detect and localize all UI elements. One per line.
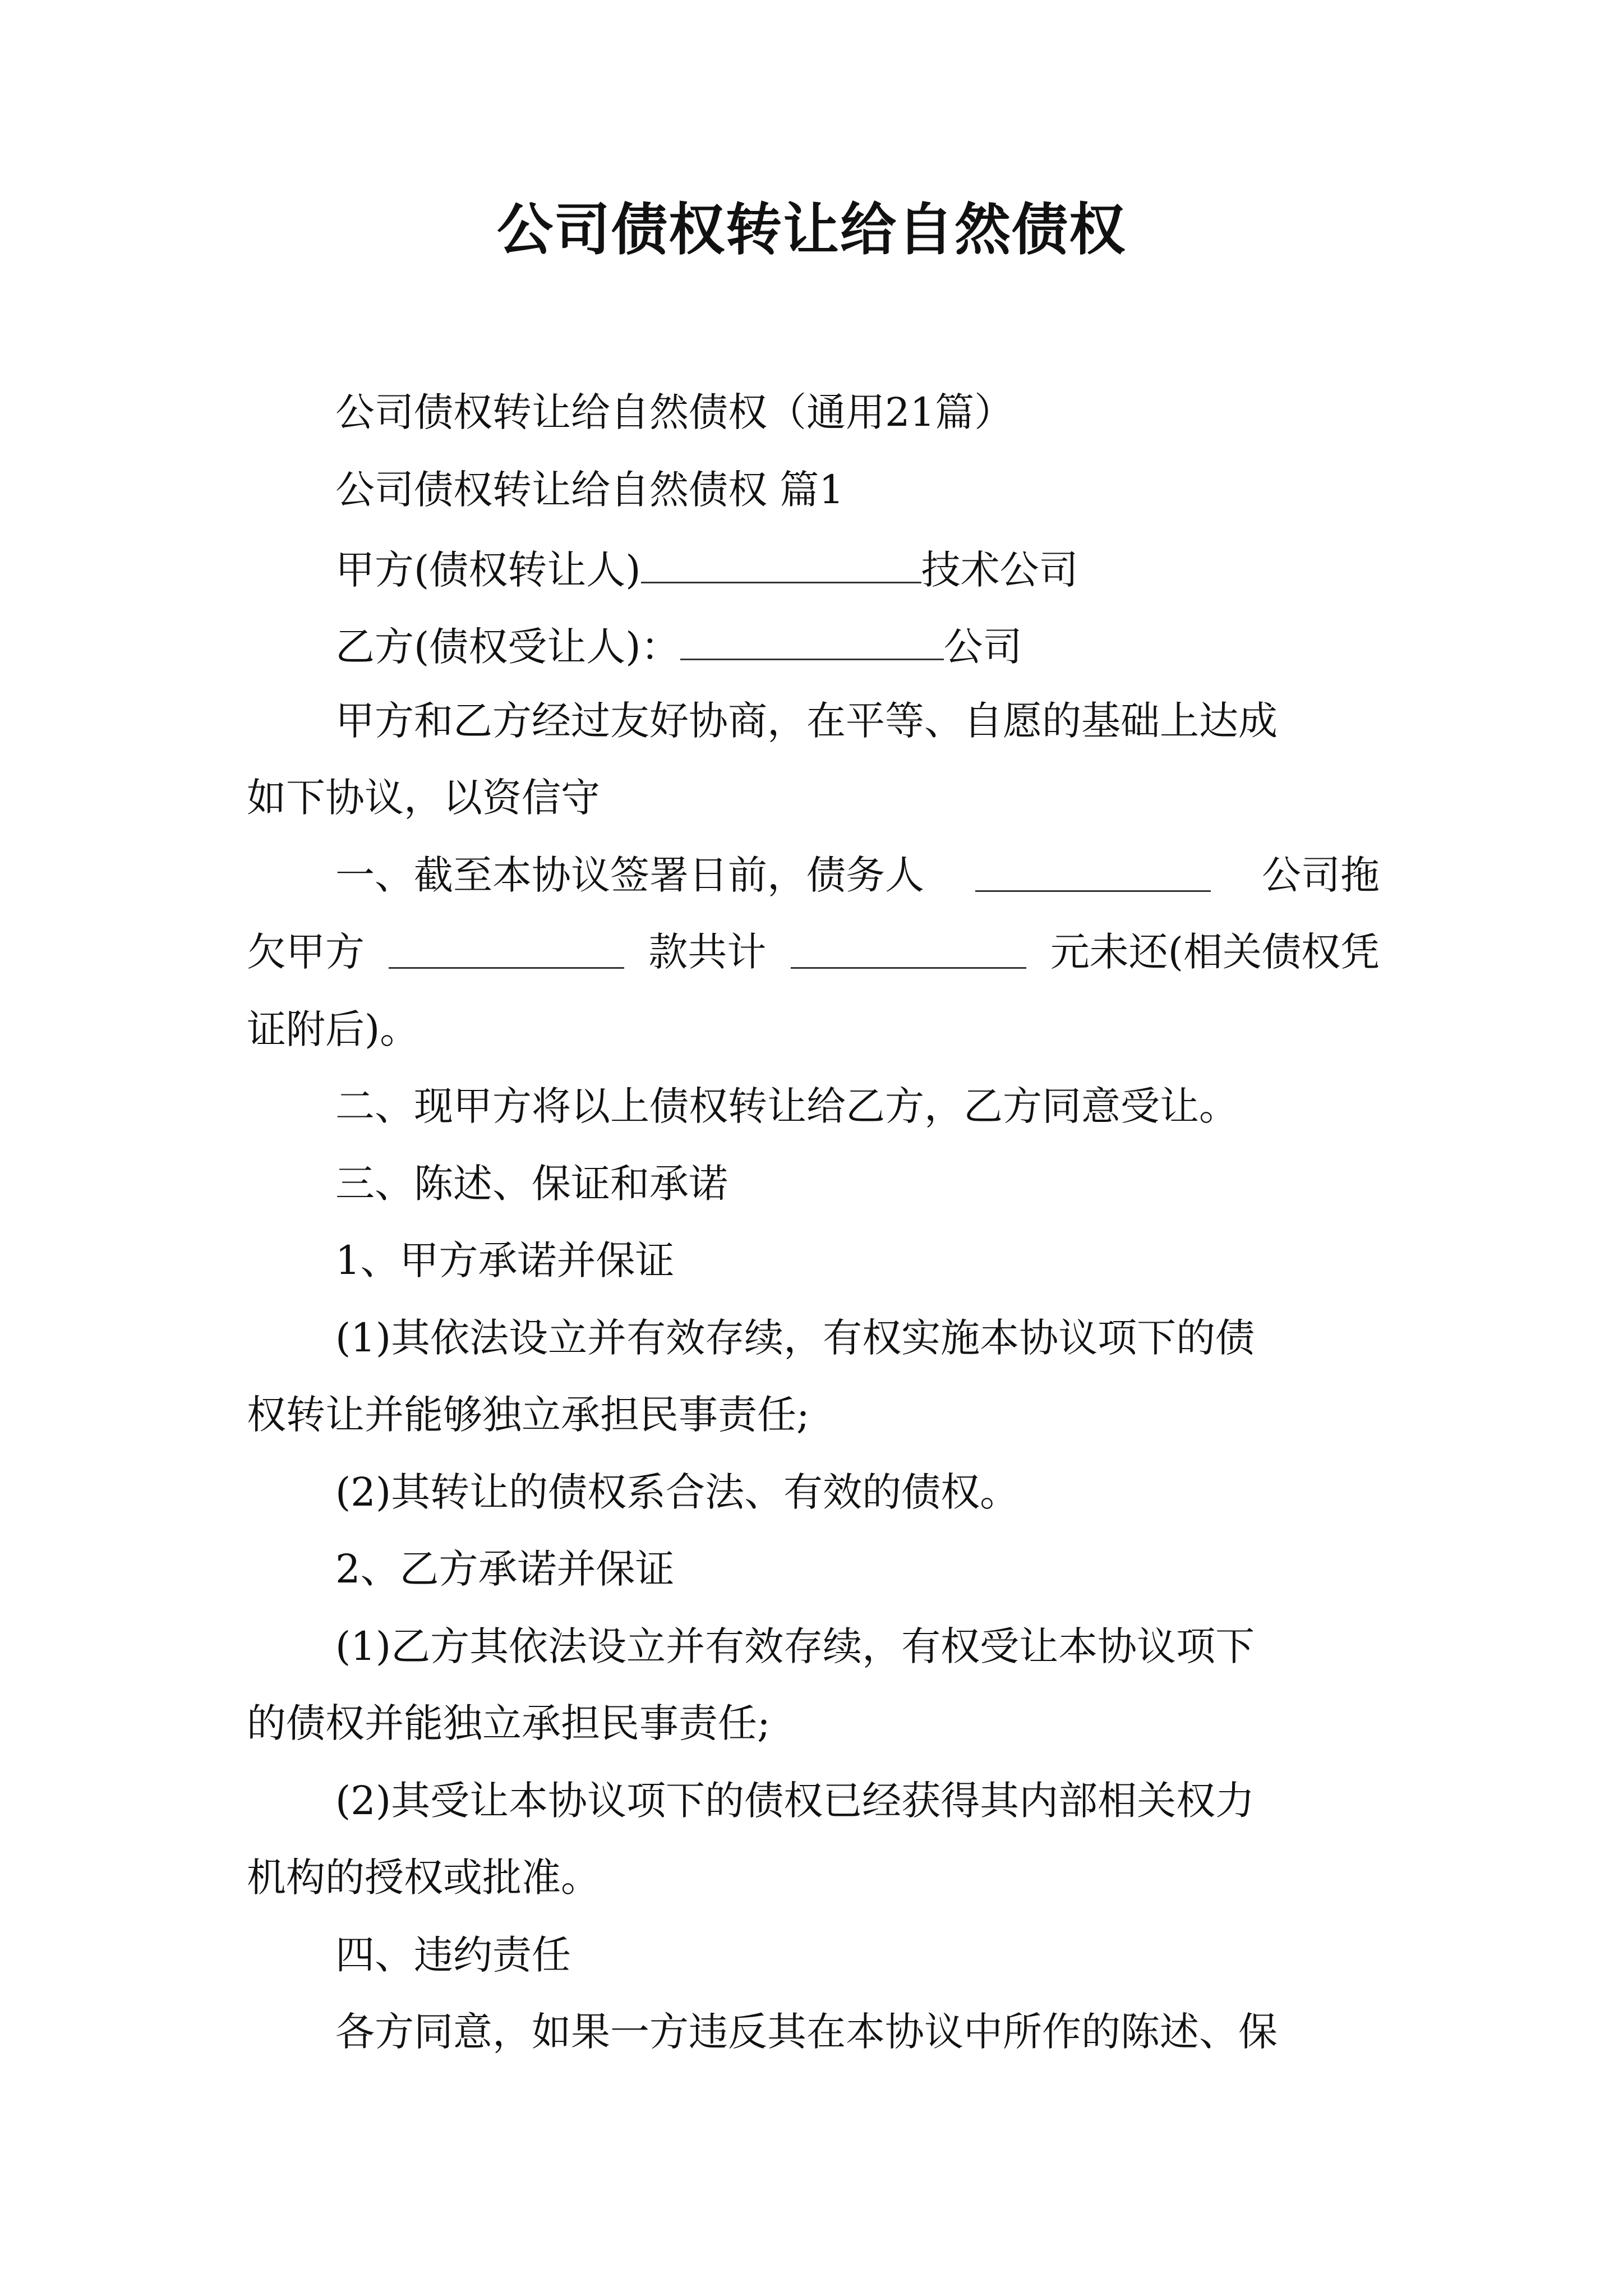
paragraph-party-b-item1-line2: 的债权并能独立承担民事责任; — [247, 1700, 771, 1746]
paragraph-intro-line2: 如下协议，以资信守 — [247, 775, 600, 821]
paragraph-party-a-item2: (2)其转让的债权系合法、有效的债权。 — [335, 1469, 1020, 1515]
fund-type-blank — [389, 932, 624, 969]
amount-blank — [791, 932, 1026, 969]
paragraph-party-b-promise: 2、乙方承诺并保证 — [335, 1546, 675, 1592]
party-a-blank — [641, 547, 921, 583]
paragraph-party-b-item1-line1: (1)乙方其依法设立并有效存续，有权受让本协议项下 — [335, 1623, 1255, 1669]
paragraph-party-b-item2-line2: 机构的授权或批准。 — [247, 1855, 600, 1901]
clause1-text-d: 款共计 — [648, 929, 767, 975]
paragraph-clause1-line1 — [335, 852, 1380, 898]
paragraph-clause1-line3: 证附后)。 — [247, 1006, 419, 1052]
clause1-text-a: 一、截至本协议签署日前，债务人 — [335, 852, 924, 898]
party-b-label: 乙方(债权受让人)： — [335, 624, 680, 670]
paragraph-clause1-line2 — [247, 929, 1380, 975]
party-a-suffix: 技术公司 — [921, 547, 1078, 593]
paragraph-party-b-item2-line1: (2)其受让本协议项下的债权已经获得其内部相关权力 — [335, 1778, 1255, 1824]
party-a-label: 甲方(债权转让人) — [335, 547, 641, 593]
party-b-suffix: 公司 — [943, 624, 1022, 670]
paragraph-clause3-heading: 三、陈述、保证和承诺 — [335, 1161, 728, 1207]
paragraph-subtitle: 公司债权转让给自然债权（通用21篇） — [335, 389, 1014, 435]
paragraph-party-a — [335, 547, 1078, 593]
clause1-text-c: 欠甲方 — [247, 929, 365, 975]
paragraph-section-heading: 公司债权转让给自然债权 篇1 — [335, 467, 844, 513]
party-b-blank — [680, 624, 944, 660]
paragraph-party-a-promise: 1、甲方承诺并保证 — [335, 1237, 675, 1283]
clause1-text-e: 元未还(相关债权凭 — [1050, 929, 1380, 975]
paragraph-party-b — [335, 624, 1022, 670]
paragraph-party-a-item1-line2: 权转让并能够独立承担民事责任; — [247, 1392, 810, 1438]
debtor-blank — [975, 855, 1211, 892]
paragraph-clause2: 二、现甲方将以上债权转让给乙方，乙方同意受让。 — [335, 1083, 1238, 1129]
document-title: 公司债权转让给自然债权 — [497, 197, 1126, 263]
clause1-text-b: 公司拖 — [1262, 852, 1380, 898]
paragraph-intro-line1: 甲方和乙方经过友好协商，在平等、自愿的基础上达成 — [335, 698, 1278, 744]
paragraph-clause4-line1: 各方同意，如果一方违反其在本协议中所作的陈述、保 — [335, 2009, 1278, 2055]
paragraph-clause4-heading: 四、违约责任 — [335, 1932, 571, 1978]
paragraph-party-a-item1-line1: (1)其依法设立并有效存续，有权实施本协议项下的债 — [335, 1315, 1255, 1361]
